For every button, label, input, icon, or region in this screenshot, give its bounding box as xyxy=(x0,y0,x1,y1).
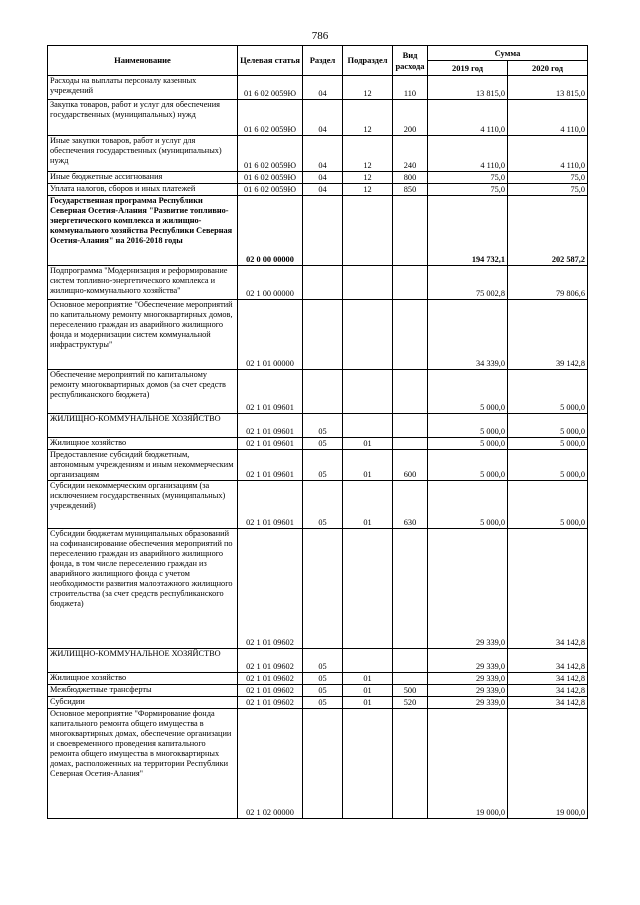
cell-section: 04 xyxy=(303,76,343,100)
cell-subsection: 01 xyxy=(343,450,393,481)
cell-y2020: 34 142,8 xyxy=(508,672,588,684)
cell-y2019: 75,0 xyxy=(428,172,508,184)
cell-y2020: 202 587,2 xyxy=(508,196,588,266)
cell-y2019: 34 339,0 xyxy=(428,300,508,370)
cell-name: Закупка товаров, работ и услуг для обеспечения государственных (муниципальных) нужд xyxy=(48,100,238,136)
cell-type: 800 xyxy=(393,172,428,184)
header-expense-type: Вид расхода xyxy=(393,46,428,76)
table-row xyxy=(48,648,588,672)
cell-name: Уплата налогов, сборов и иных платежей xyxy=(48,184,238,196)
cell-y2020: 5 000,0 xyxy=(508,370,588,414)
cell-name: Жилищное хозяйство xyxy=(48,438,238,450)
cell-subsection xyxy=(343,266,393,300)
cell-y2019: 5 000,0 xyxy=(428,480,508,528)
cell-type: 240 xyxy=(393,136,428,172)
cell-type: 110 xyxy=(393,76,428,100)
header-section: Раздел xyxy=(303,46,343,76)
cell-y2020: 5 000,0 xyxy=(508,438,588,450)
cell-target: 02 1 01 00000 xyxy=(238,300,303,370)
header-year-2019: 2019 год xyxy=(428,61,508,76)
table-row xyxy=(48,184,588,196)
cell-subsection: 12 xyxy=(343,136,393,172)
budget-table xyxy=(47,45,588,819)
cell-y2020: 75,0 xyxy=(508,172,588,184)
cell-y2020: 79 806,6 xyxy=(508,266,588,300)
cell-section xyxy=(303,300,343,370)
cell-y2019: 19 000,0 xyxy=(428,708,508,818)
cell-subsection xyxy=(343,648,393,672)
table-row xyxy=(48,196,588,266)
cell-name: Субсидии бюджетам муниципальных образований на софинансирование обеспечения мероприятий по переселению граждан из аварийного жилищного фонда, в том числе переселению граждан из аварийного жилищного фонда с учетом необходимости развития малоэтажного жилищного строительства (за счет средств республиканского бюджета) xyxy=(48,528,238,648)
cell-section: 05 xyxy=(303,414,343,438)
cell-subsection: 12 xyxy=(343,172,393,184)
cell-subsection xyxy=(343,414,393,438)
cell-y2019: 5 000,0 xyxy=(428,414,508,438)
cell-section xyxy=(303,370,343,414)
cell-name: Предоставление субсидий бюджетным, автономным учреждениям и иным некоммерческим организациям xyxy=(48,450,238,481)
table-row xyxy=(48,100,588,136)
cell-target: 02 1 02 00000 xyxy=(238,708,303,818)
table-row xyxy=(48,672,588,684)
cell-type xyxy=(393,648,428,672)
cell-type: 600 xyxy=(393,450,428,481)
cell-subsection: 01 xyxy=(343,672,393,684)
cell-name: Субсидии xyxy=(48,696,238,708)
cell-type: 200 xyxy=(393,100,428,136)
cell-section: 05 xyxy=(303,696,343,708)
table-row xyxy=(48,708,588,818)
cell-y2019: 4 110,0 xyxy=(428,136,508,172)
cell-subsection xyxy=(343,528,393,648)
cell-y2019: 29 339,0 xyxy=(428,696,508,708)
cell-name: Основное мероприятие "Формирование фонда капитального ремонта общего имущества в многоквартирных домах, обеспечение организации и своевременного проведения капитального ремонта общего имущества в многоквартирных домах, расположенных на территории Республики Северная Осетия-Алания" xyxy=(48,708,238,818)
cell-type: 850 xyxy=(393,184,428,196)
table-row xyxy=(48,136,588,172)
cell-y2020: 4 110,0 xyxy=(508,136,588,172)
cell-y2019: 75 002,8 xyxy=(428,266,508,300)
cell-section xyxy=(303,266,343,300)
cell-name: ЖИЛИЩНО-КОММУНАЛЬНОЕ ХОЗЯЙСТВО xyxy=(48,648,238,672)
cell-y2019: 29 339,0 xyxy=(428,528,508,648)
cell-subsection: 01 xyxy=(343,438,393,450)
cell-target: 02 1 01 09602 xyxy=(238,672,303,684)
cell-name: Межбюджетные трансферты xyxy=(48,684,238,696)
cell-subsection xyxy=(343,300,393,370)
cell-name: Жилищное хозяйство xyxy=(48,672,238,684)
cell-target: 02 1 01 09602 xyxy=(238,528,303,648)
cell-subsection: 01 xyxy=(343,480,393,528)
cell-y2020: 13 815,0 xyxy=(508,76,588,100)
cell-type xyxy=(393,370,428,414)
cell-subsection: 12 xyxy=(343,76,393,100)
cell-y2019: 75,0 xyxy=(428,184,508,196)
cell-target: 02 1 01 09602 xyxy=(238,696,303,708)
cell-type xyxy=(393,528,428,648)
cell-target: 02 1 01 09601 xyxy=(238,438,303,450)
cell-y2020: 5 000,0 xyxy=(508,414,588,438)
cell-subsection: 01 xyxy=(343,684,393,696)
cell-type xyxy=(393,414,428,438)
cell-name: Субсидии некоммерческим организациям (за исключением государственных (муниципальных) учреждений) xyxy=(48,480,238,528)
cell-section: 04 xyxy=(303,136,343,172)
cell-name: ЖИЛИЩНО-КОММУНАЛЬНОЕ ХОЗЯЙСТВО xyxy=(48,414,238,438)
cell-y2019: 29 339,0 xyxy=(428,648,508,672)
cell-y2019: 5 000,0 xyxy=(428,370,508,414)
table-row xyxy=(48,266,588,300)
cell-type: 630 xyxy=(393,480,428,528)
table-row xyxy=(48,414,588,438)
cell-subsection: 12 xyxy=(343,184,393,196)
cell-y2020: 75,0 xyxy=(508,184,588,196)
cell-section xyxy=(303,708,343,818)
cell-section: 05 xyxy=(303,480,343,528)
cell-y2019: 29 339,0 xyxy=(428,684,508,696)
cell-type xyxy=(393,266,428,300)
table-row xyxy=(48,438,588,450)
cell-target: 02 1 01 09602 xyxy=(238,648,303,672)
cell-type xyxy=(393,300,428,370)
table-row xyxy=(48,684,588,696)
cell-section: 05 xyxy=(303,648,343,672)
cell-target: 02 1 01 09601 xyxy=(238,414,303,438)
cell-section xyxy=(303,196,343,266)
cell-target: 01 6 02 0059Ю xyxy=(238,172,303,184)
cell-section: 05 xyxy=(303,684,343,696)
cell-subsection xyxy=(343,370,393,414)
cell-name: Расходы на выплаты персоналу казенных учреждений xyxy=(48,76,238,100)
table-row xyxy=(48,450,588,481)
cell-y2019: 5 000,0 xyxy=(428,438,508,450)
cell-y2020: 5 000,0 xyxy=(508,450,588,481)
cell-subsection xyxy=(343,708,393,818)
cell-y2020: 19 000,0 xyxy=(508,708,588,818)
table-row xyxy=(48,172,588,184)
cell-y2020: 5 000,0 xyxy=(508,480,588,528)
cell-name: Иные закупки товаров, работ и услуг для обеспечения государственных (муниципальных) нужд xyxy=(48,136,238,172)
cell-y2020: 4 110,0 xyxy=(508,100,588,136)
cell-y2019: 13 815,0 xyxy=(428,76,508,100)
cell-section: 04 xyxy=(303,184,343,196)
table-row xyxy=(48,76,588,100)
table-body xyxy=(48,76,588,819)
table-row xyxy=(48,300,588,370)
cell-y2019: 194 732,1 xyxy=(428,196,508,266)
cell-target: 02 1 01 09601 xyxy=(238,370,303,414)
cell-target: 02 1 00 00000 xyxy=(238,266,303,300)
page-number: 786 xyxy=(311,30,329,42)
cell-y2020: 34 142,8 xyxy=(508,696,588,708)
cell-target: 01 6 02 0059Ю xyxy=(238,76,303,100)
cell-section: 04 xyxy=(303,172,343,184)
header-target: Целевая статья xyxy=(238,46,303,76)
cell-target: 01 6 02 0059Ю xyxy=(238,184,303,196)
cell-type xyxy=(393,196,428,266)
cell-target: 02 0 00 00000 xyxy=(238,196,303,266)
cell-name: Подпрограмма "Модернизация и реформирование систем топливно-энергетического комплекса и жилищно-коммунального хозяйства" xyxy=(48,266,238,300)
cell-type: 500 xyxy=(393,684,428,696)
cell-y2019: 29 339,0 xyxy=(428,672,508,684)
cell-name: Обеспечение мероприятий по капитальному ремонту многоквартирных домов (за счет средств республиканского бюджета) xyxy=(48,370,238,414)
cell-section xyxy=(303,528,343,648)
cell-type xyxy=(393,438,428,450)
cell-target: 02 1 01 09602 xyxy=(238,684,303,696)
cell-y2020: 39 142,8 xyxy=(508,300,588,370)
cell-y2019: 5 000,0 xyxy=(428,450,508,481)
cell-section: 05 xyxy=(303,450,343,481)
cell-y2020: 34 142,8 xyxy=(508,684,588,696)
cell-section: 04 xyxy=(303,100,343,136)
header-name: Наименование xyxy=(48,46,238,76)
cell-subsection: 01 xyxy=(343,696,393,708)
header-year-2020: 2020 год xyxy=(508,61,588,76)
cell-y2019: 4 110,0 xyxy=(428,100,508,136)
cell-name: Основное мероприятие "Обеспечение мероприятий по капитальному ремонту многоквартирных домов, переселению граждан из аварийного жилищного фонда и модернизации систем коммунальной инфраструктуры" xyxy=(48,300,238,370)
cell-target: 02 1 01 09601 xyxy=(238,480,303,528)
cell-target: 01 6 02 0059Ю xyxy=(238,136,303,172)
cell-section: 05 xyxy=(303,438,343,450)
table-row xyxy=(48,480,588,528)
cell-y2020: 34 142,8 xyxy=(508,528,588,648)
cell-type xyxy=(393,708,428,818)
cell-subsection: 12 xyxy=(343,100,393,136)
cell-section: 05 xyxy=(303,672,343,684)
table-row xyxy=(48,696,588,708)
cell-name: Иные бюджетные ассигнования xyxy=(48,172,238,184)
header-sum: Сумма xyxy=(428,46,588,61)
header-subsection: Подраздел xyxy=(343,46,393,76)
cell-type: 520 xyxy=(393,696,428,708)
cell-subsection xyxy=(343,196,393,266)
table-row xyxy=(48,370,588,414)
cell-target: 01 6 02 0059Ю xyxy=(238,100,303,136)
cell-y2020: 34 142,8 xyxy=(508,648,588,672)
table-row xyxy=(48,528,588,648)
cell-name: Государственная программа Республики Северная Осетия-Алания "Развитие топливно-энергетического комплекса и жилищно-коммунального хозяйства Республики Северная Осетия-Алания" на 2016-2018 годы xyxy=(48,196,238,266)
cell-target: 02 1 01 09601 xyxy=(238,450,303,481)
cell-type xyxy=(393,672,428,684)
